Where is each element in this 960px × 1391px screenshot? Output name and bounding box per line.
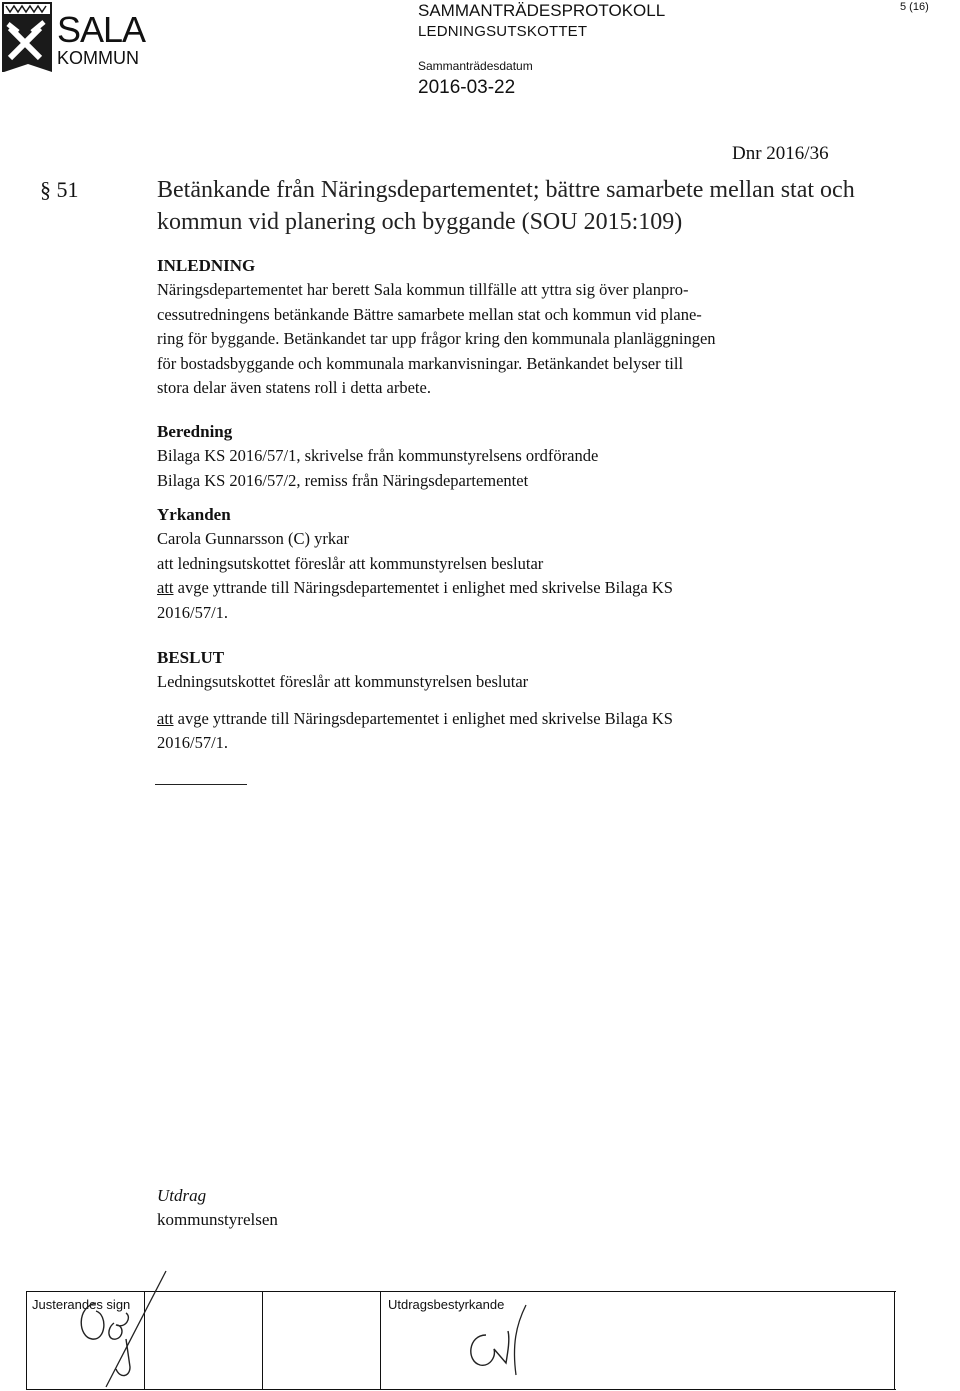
document-type: SAMMANTRÄDESPROTOKOLL [418,1,666,20]
yrkanden-line-3 [157,576,857,601]
coat-of-arms-icon [0,0,56,78]
table-divider [26,1291,27,1390]
inledning-heading: INLEDNING [157,256,256,275]
table-divider [894,1291,895,1390]
beredning-heading: Beredning [157,422,233,441]
yrkanden-line-4: 2016/57/1. [157,602,229,622]
logo-subtitle: KOMMUN [57,48,139,68]
yrkanden-line-3-rest: avge yttrande till Näringsdepartementet i enlighet med skrivelse Bilaga KS [173,578,673,597]
yrkanden-heading: Yrkanden [157,505,231,524]
beslut-line-1: Ledningsutskottet föreslår att kommunstyrelsen beslutar [157,672,529,691]
yrkanden-line-2: att ledningsutskottet föreslår att kommunstyrelsen beslutar [157,553,544,573]
justerandes-sign-label: Justerandes sign [32,1297,131,1312]
beslut-section [157,646,857,756]
beredning-section [157,420,857,493]
inledning-section [157,254,857,401]
meeting-date-label: Sammanträdesdatum [418,59,533,73]
beslut-heading: BESLUT [157,648,225,667]
handwritten-signature [446,1295,536,1389]
handwritten-initials [56,1267,176,1391]
inledning-text-2: cessutredningens betänkande Bättre samarbete mellan stat och kommun vid plane- [157,304,702,324]
end-rule [155,784,247,785]
inledning-text-3: ring för byggande. Betänkandet tar upp frågor kring den kommunala planläggningen [157,329,716,348]
utdragsbestyrkande-label: Utdragsbestyrkande [388,1297,505,1312]
logo-name: SALA [57,9,146,50]
beslut-line-3: 2016/57/1. [157,733,229,752]
inledning-text-1: Näringsdepartementet har berett Sala kommun tillfälle att yttra sig över planpro- [157,280,689,299]
extract-label: Utdrag [157,1186,207,1205]
page-number: 5 (16) [900,1,929,13]
yrkanden-section [157,503,857,625]
beslut-line-2-rest: avge yttrande till Näringsdepartementet i enlighet med skrivelse Bilaga KS [173,708,673,728]
table-divider [380,1291,381,1390]
meeting-date: 2016-03-22 [418,77,516,98]
beredning-line-2: Bilaga KS 2016/57/2, remiss från Näringsdepartementet [157,470,529,490]
table-divider [262,1291,263,1390]
yrkanden-line-1: Carola Gunnarsson (C) yrkar [157,529,349,548]
signature-table [26,1291,896,1390]
beredning-line-1: Bilaga KS 2016/57/1, skrivelse från kommunstyrelsens ordförande [157,446,599,465]
committee-name: LEDNINGSUTSKOTTET [418,23,588,40]
inledning-text-4: för bostadsbyggande och kommunala markanvisningar. Betänkandet belyser till [157,353,684,373]
beslut-line-2 [157,707,857,732]
inledning-text-5: stora delar även statens roll i detta arbete. [157,378,431,397]
extract-recipient: kommunstyrelsen [157,1210,278,1229]
att-word: att [157,708,174,728]
section-number: § 51 [40,177,79,202]
diary-number: Dnr 2016/36 [732,143,829,164]
section-title: Betänkande från Näringsdepartementet; bättre samarbete mellan stat och kommun vid planering och byggande (SOU 2015:109) [157,177,855,235]
att-word: att [157,578,174,597]
